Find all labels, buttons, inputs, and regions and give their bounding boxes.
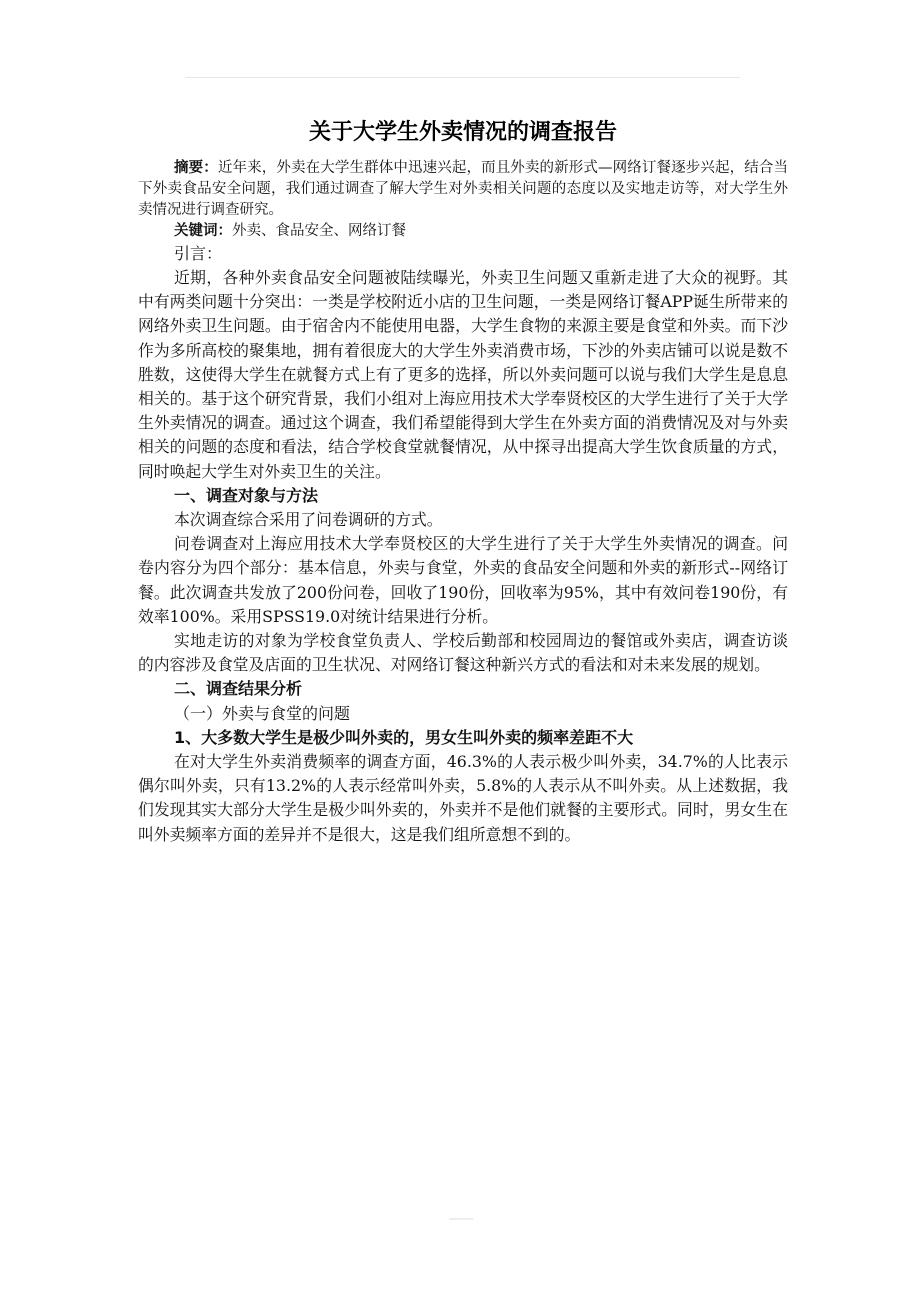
document-page <box>138 118 788 847</box>
section-1-paragraph-2: 问卷调查对上海应用技术大学奉贤校区的大学生进行了关于大学生外卖情况的调查。问卷内容分为四个部分：基本信息，外卖与食堂，外卖的食品安全问题和外卖的新形式--网络订餐。此次调查共发放了200份问卷，回收了190份，回收率为95%，其中有效问卷190份，有效率100%。采用SPSS19.0对统计结果进行分析。 <box>138 534 788 626</box>
section-2-heading: 二、调查结果分析 <box>174 679 303 699</box>
section-2-finding-1: 1、大多数大学生是极少叫外卖的，男女生叫外卖的频率差距不大 <box>174 727 634 747</box>
keywords <box>138 221 788 242</box>
page-title: 关于大学生外卖情况的调查报告 <box>308 120 617 145</box>
keywords-label: 关键词： <box>174 223 232 239</box>
intro-label: 引言： <box>174 244 223 263</box>
section-1-heading: 一、调查对象与方法 <box>174 485 319 505</box>
header-rule <box>185 77 740 78</box>
abstract <box>138 158 788 221</box>
footer-mark <box>449 1218 473 1220</box>
section-2-paragraph-1: 在对大学生外卖消费频率的调查方面，46.3%的人表示极少叫外卖，34.7%的人比表示偶尔叫外卖，只有13.2%的人表示经常叫外卖，5.8%的人表示从不叫外卖。从上述数据，我们发现其实大部分大学生是极少叫外卖的，外卖并不是他们就餐的主要形式。同时，男女生在叫外卖频率方面的差异并不是很大，这是我们组所意想不到的。 <box>138 752 788 844</box>
keywords-text: 外卖、食品安全、网络订餐 <box>232 223 406 239</box>
intro-paragraph: 近期，各种外卖食品安全问题被陆续曝光，外卖卫生问题又重新走进了大众的视野。其中有两类问题十分突出：一类是学校附近小店的卫生问题，一类是网络订餐APP诞生所带来的网络外卖卫生问题。由于宿舍内不能使用电器，大学生食物的来源主要是食堂和外卖。而下沙作为多所高校的聚集地，拥有着很庞大的大学生外卖消费市场，下沙的外卖店铺可以说是数不胜数，这使得大学生在就餐方式上有了更多的选择，所以外卖问题可以说与我们大学生是息息相关的。基于这个研究背景，我们小组对上海应用技术大学奉贤校区的大学生进行了关于大学生外卖情况的调查。通过这个调查，我们希望能得到大学生在外卖方面的消费情况及对与外卖相关的问题的态度和看法，结合学校食堂就餐情况，从中探寻出提高大学生饮食质量的方式，同时唤起大学生对外卖卫生的关注。 <box>138 268 788 481</box>
abstract-label: 摘要： <box>174 160 218 176</box>
abstract-text: 近年来，外卖在大学生群体中迅速兴起，而且外卖的新形式—网络订餐逐步兴起，结合当下外卖食品安全问题，我们通过调查了解大学生对外卖相关问题的态度以及实地走访等，对大学生外卖情况进行调查研究。 <box>138 160 789 218</box>
section-2-subheading: （一）外卖与食堂的问题 <box>174 703 351 723</box>
section-1-paragraph-3: 实地走访的对象为学校食堂负责人、学校后勤部和校园周边的餐馆或外卖店，调查访谈的内容涉及食堂及店面的卫生状况、对网络订餐这种新兴方式的看法和对未来发展的规划。 <box>138 631 788 675</box>
section-1-paragraph-1: 本次调查综合采用了问卷调研的方式。 <box>174 510 443 530</box>
